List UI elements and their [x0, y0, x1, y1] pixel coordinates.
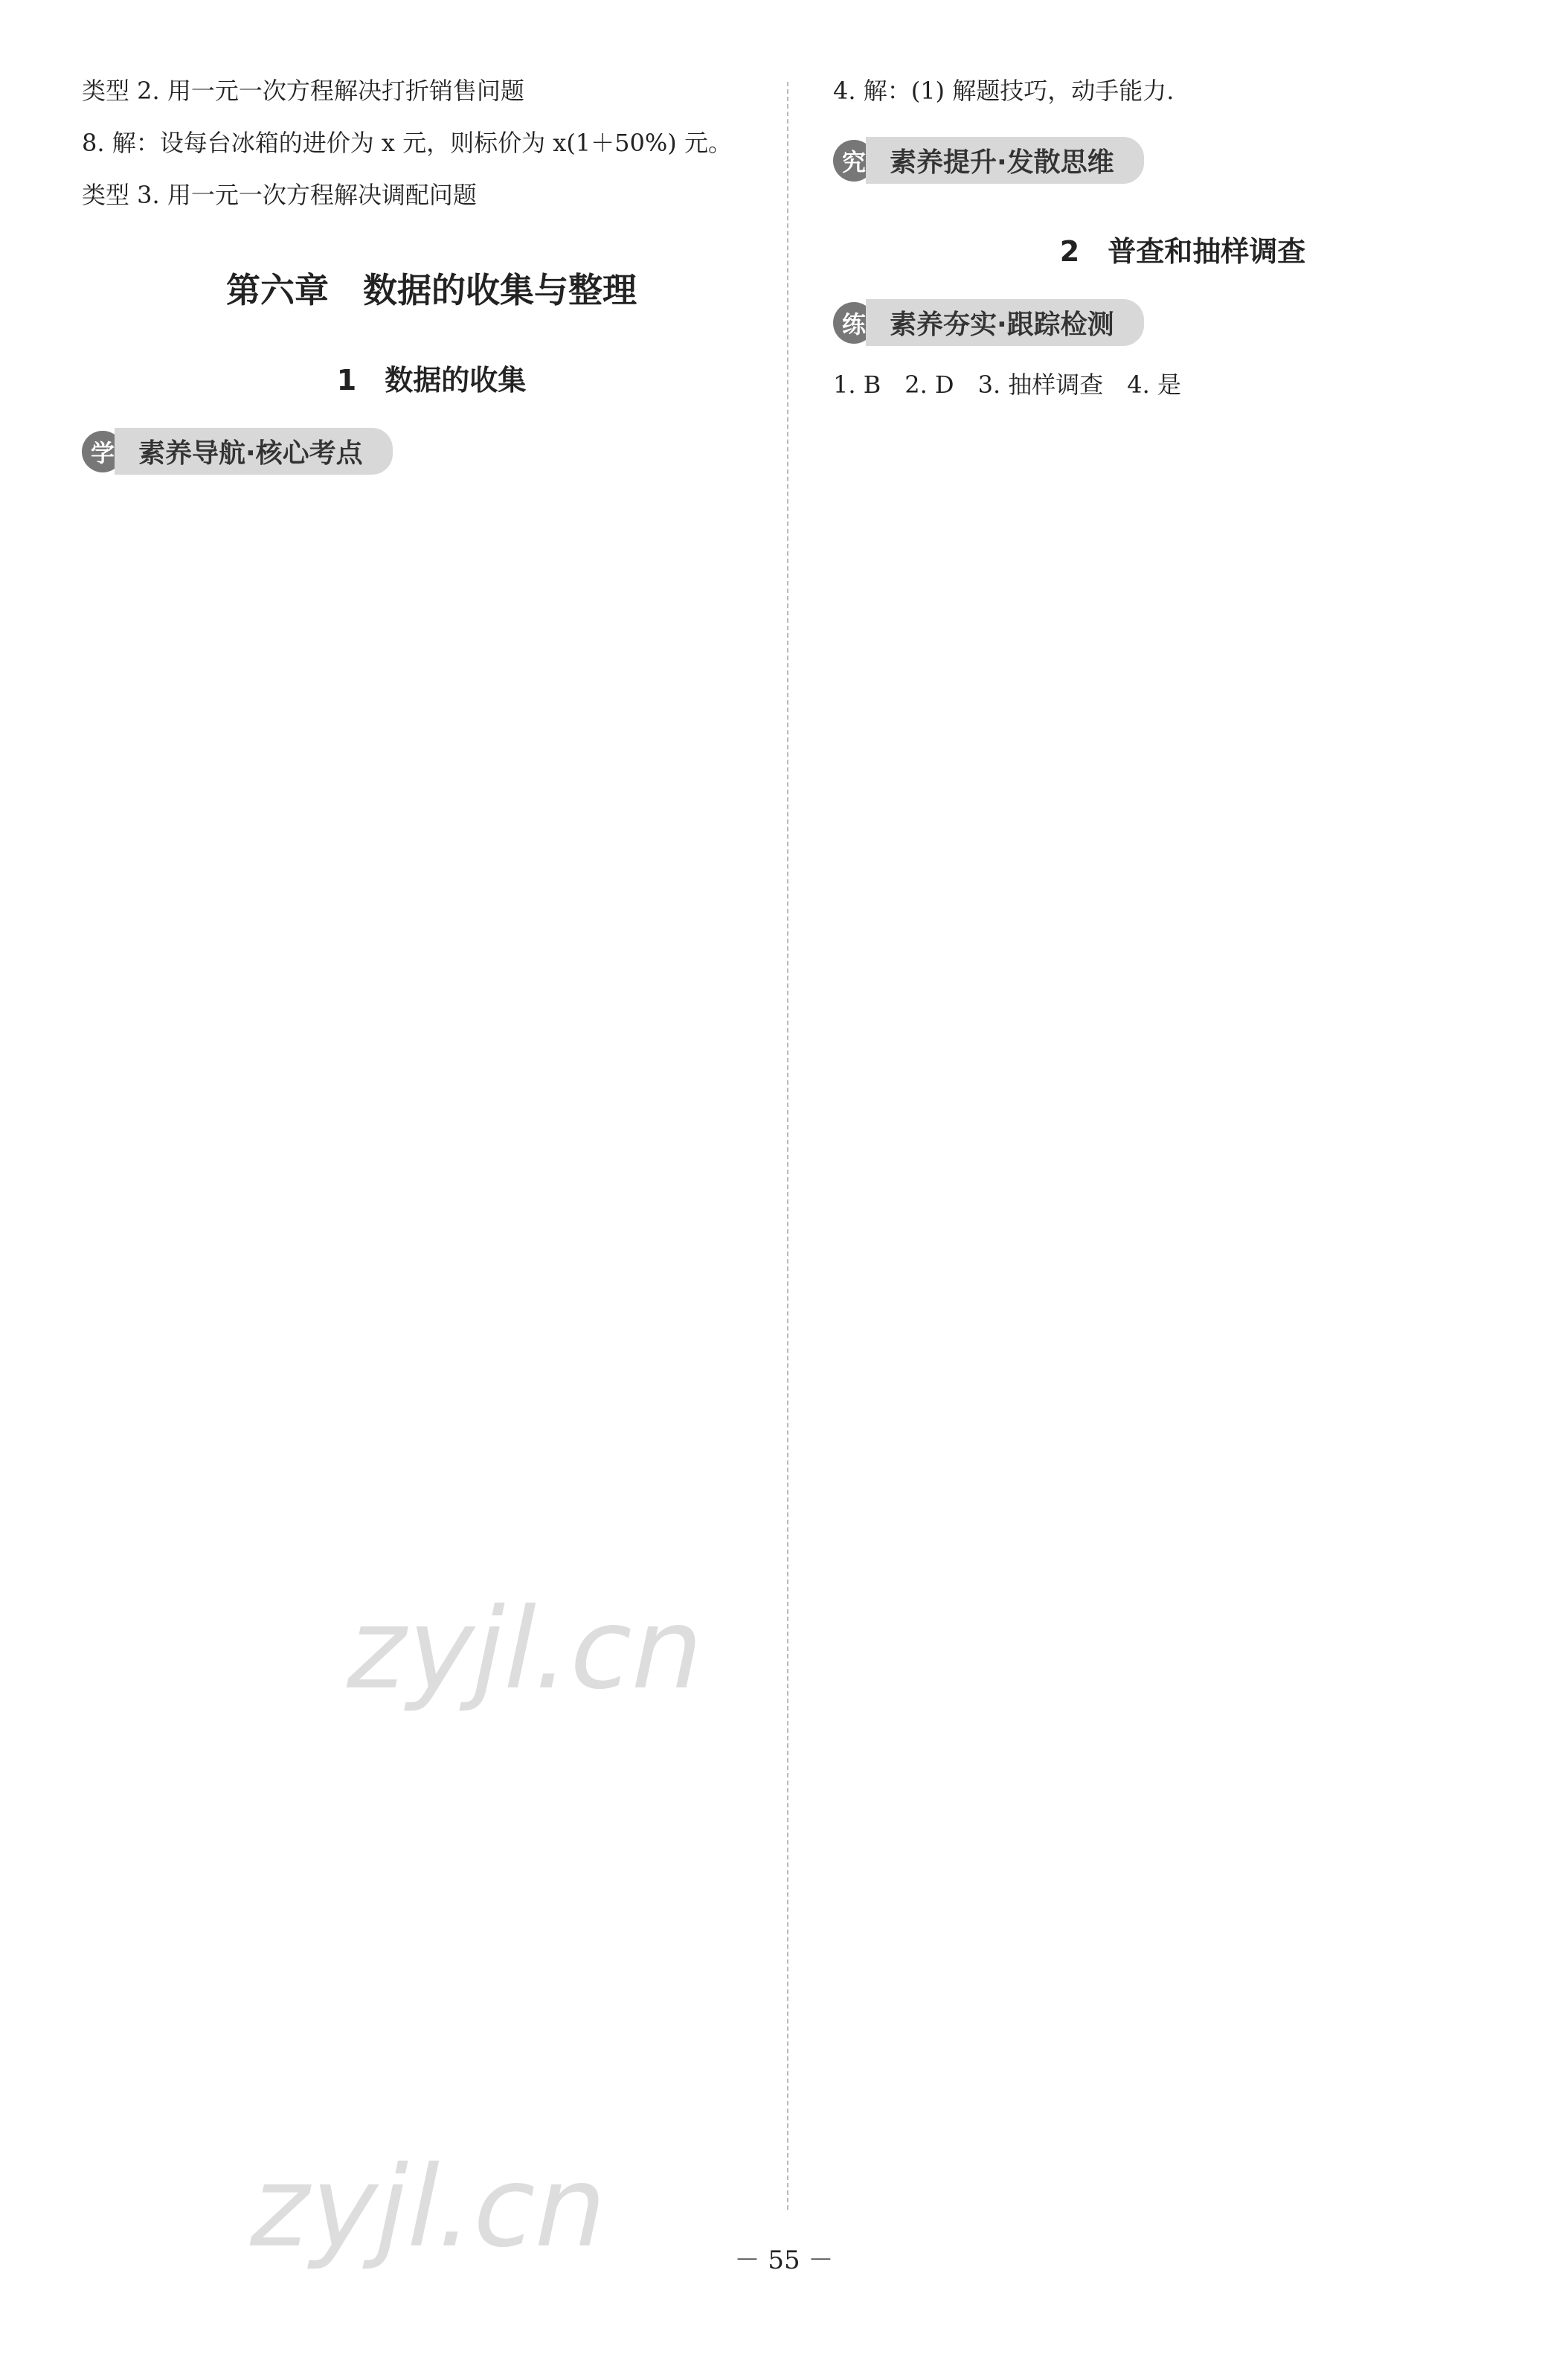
practice-badge: 练 [833, 302, 875, 344]
banner-label: 素养提升·发散思维 [866, 137, 1144, 184]
text-line: 1. B 2. D 3. 抽样调查 4. 是 [833, 371, 1181, 399]
left-column [82, 74, 781, 497]
banner-label: 素养导航·核心考点 [115, 428, 393, 475]
section-title: 2 普查和抽样调查 [1059, 235, 1306, 268]
page-number: － 55 － [734, 2245, 834, 2275]
explore-badge: 究 [833, 140, 875, 182]
text-line: 8. 解：设每台冰箱的进价为 x 元，则标价为 x(1＋50%) 元。 [82, 129, 732, 157]
banner-practice [833, 299, 1532, 346]
watermark: zyjl.cn [239, 2143, 621, 2272]
text-line: 类型 2. 用一元一次方程解决打折销售问题 [82, 77, 524, 105]
banner-learn [82, 428, 781, 475]
banner-label: 素养夯实·跟踪检测 [866, 299, 1144, 346]
text-line: 4. 解：(1) 解题技巧，动手能力. [833, 77, 1175, 105]
column-divider [787, 82, 788, 2210]
text-line: 类型 3. 用一元一次方程解决调配问题 [82, 181, 477, 209]
learn-badge: 学 [82, 431, 123, 472]
section-title: 1 数据的收集 [336, 364, 527, 397]
chapter-title: 第六章 数据的收集与整理 [226, 270, 637, 310]
banner-explore [833, 137, 1532, 184]
right-column [833, 74, 1532, 420]
watermark: zyjl.cn [335, 1585, 718, 1714]
